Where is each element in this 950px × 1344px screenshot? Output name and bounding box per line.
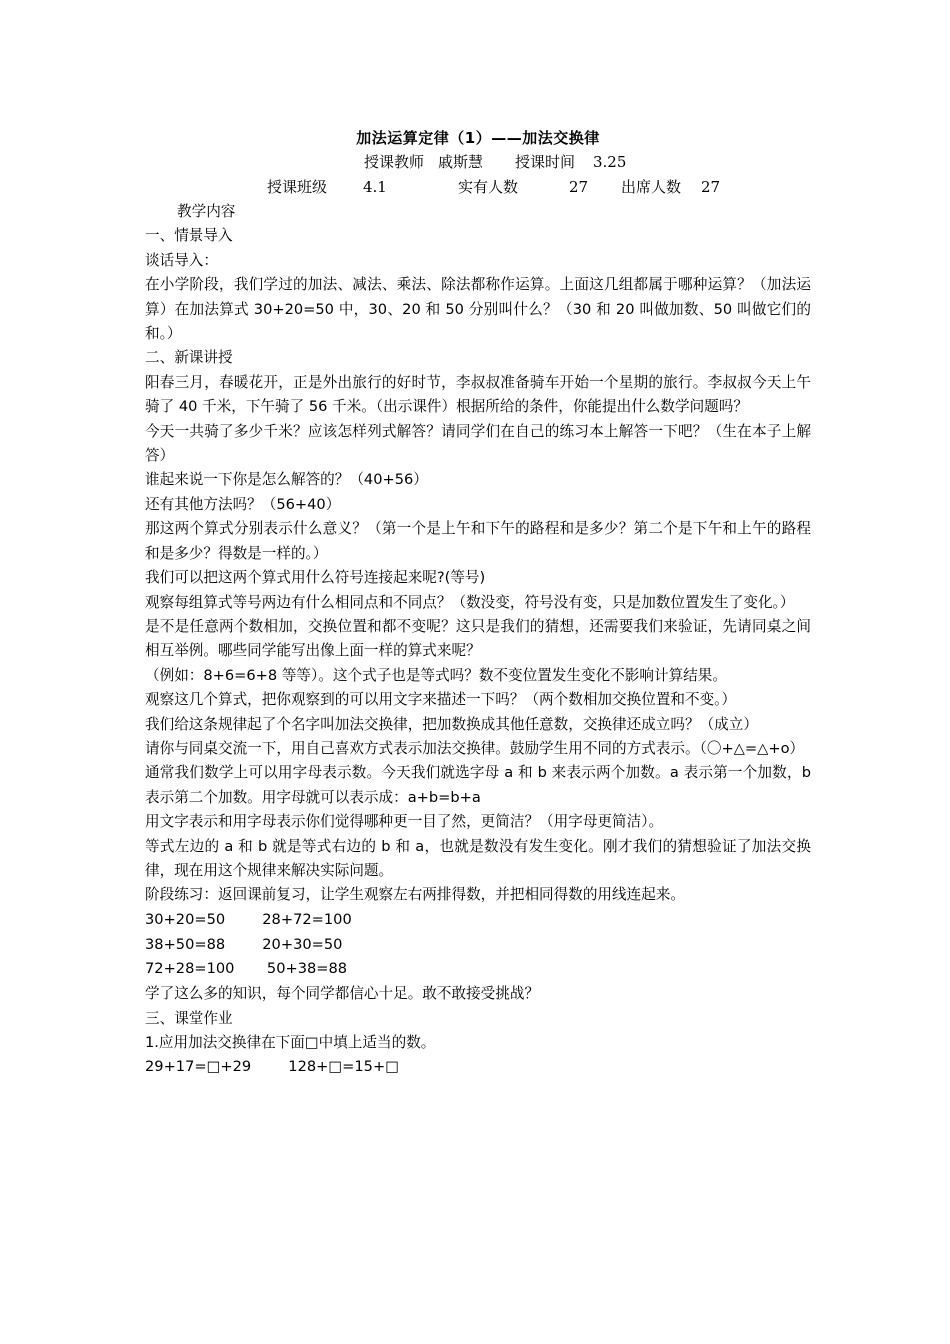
paragraph: 今天一共骑了多少千米？应该怎样列式解答？请同学们在自己的练习本上解答一下吧？（生在本子上解答） [145, 422, 811, 465]
time-label: 授课时间 [515, 153, 576, 171]
exercise-instruction: 1.应用加法交换律在下面□中填上适当的数。 [145, 1033, 436, 1051]
document-title: 加法运算定律（1）——加法交换律 [356, 129, 600, 147]
paragraph: 通常我们数学上可以用字母表示数。今天我们就选字母 a 和 b 来表示两个加数。a 表示第一个加数，b 表示第二个加数。用字母就可以表示成：a+b=b+a [145, 764, 811, 806]
paragraph: 学了这么多的知识，每个同学都信心十足。敢不敢接受挑战？ [145, 985, 540, 1003]
content-heading: 教学内容 [177, 203, 236, 220]
paragraph: 请你与同桌交流一下，用自己喜欢方式表示加法交换律。鼓励学生用不同的方式表示。（〇+△=△+o） [145, 739, 805, 757]
paragraph: 观察这几个算式，把你观察到的可以用文字来描述一下吗？（两个数相加交换位置和不变。） [145, 691, 737, 709]
section-heading: 三、课堂作业 [145, 1009, 233, 1027]
present-label: 出席人数 [621, 178, 682, 196]
paragraph: 观察每组算式等号两边有什么相同点和不同点？（数没变，符号没有变，只是加数位置发生了变化。） [145, 593, 795, 611]
equation-row: 30+20=50 28+72=100 [145, 910, 352, 928]
paragraph: 还有其他方法吗？（56+40） [145, 495, 341, 513]
teacher-info-line [145, 150, 811, 174]
section-heading: 二、新课讲授 [145, 349, 233, 367]
class-info-line [145, 174, 811, 200]
paragraph: 用文字表示和用字母表示你们觉得哪种更一目了然，更简洁？（用字母更简洁）。 [145, 813, 664, 831]
paragraph: 等式左边的 a 和 b 就是等式右边的 b 和 a，也就是数没有发生变化。刚才我们的猜想验证了加法交换律，现在用这个规律来解决实际问题。 [145, 837, 811, 879]
paragraph: 谁起来说一下你是怎么解答的？（40+56） [145, 471, 428, 489]
actual-label: 实有人数 [458, 178, 519, 196]
equation-row: 38+50=88 20+30=50 [145, 935, 343, 953]
teacher-name: 戚斯慧 [438, 153, 484, 171]
exercise-line: 29+17=□+29 128+□=15+□ [145, 1058, 399, 1076]
paragraph: 那这两个算式分别表示什么意义？（第一个是上午和下午的路程和是多少？第二个是下午和上午的路程和是多少？得数是一样的。） [145, 520, 811, 562]
class-value: 4.1 [363, 178, 387, 196]
actual-value: 27 [569, 178, 589, 196]
section-heading: 一、情景导入 [145, 227, 233, 245]
equation-row: 72+28=100 50+38=88 [145, 960, 348, 978]
present-value: 27 [701, 178, 721, 196]
paragraph: 阶段练习：返回课前复习，让学生观察左右两排得数，并把相同得数的用线连起来。 [145, 886, 685, 904]
paragraph: 谈话导入： [145, 251, 218, 269]
paragraph: 是不是任意两个数相加，交换位置和都不变呢？这只是我们的猜想，还需要我们来验证，先请同桌之间相互举例。哪些同学能写出像上面一样的算式来呢？ [145, 617, 811, 660]
document-page [145, 126, 811, 1080]
paragraph: 阳春三月，春暖花开，正是外出旅行的好时节，李叔叔准备骑车开始一个星期的旅行。李叔叔今天上午骑了 40 千米，下午骑了 56 千米。（出示课件）根据所给的条件，你能提出什么数学问题吗？ [145, 373, 811, 416]
paragraph: 我们给这条规律起了个名字叫加法交换律，把加数换成其他任意数，交换律还成立吗？（成立） [145, 715, 758, 733]
class-label: 授课班级 [267, 178, 328, 196]
paragraph: 在小学阶段，我们学过的加法、减法、乘法、除法都称作运算。上面这几组都属于哪种运算？（加法运算）在加法算式 30+20=50 中，30、20 和 50 分别叫什么？（30 和 20 叫做加数、50 叫做它们的和。） [145, 276, 811, 343]
teacher-label: 授课教师 [364, 153, 425, 171]
time-value: 3.25 [593, 153, 627, 171]
paragraph: 我们可以把这两个算式用什么符号连接起来呢?(等号) [145, 569, 486, 587]
paragraph: （例如：8+6=6+8 等等）。这个式子也是等式吗？数不变位置发生变化不影响计算结果。 [145, 666, 727, 684]
